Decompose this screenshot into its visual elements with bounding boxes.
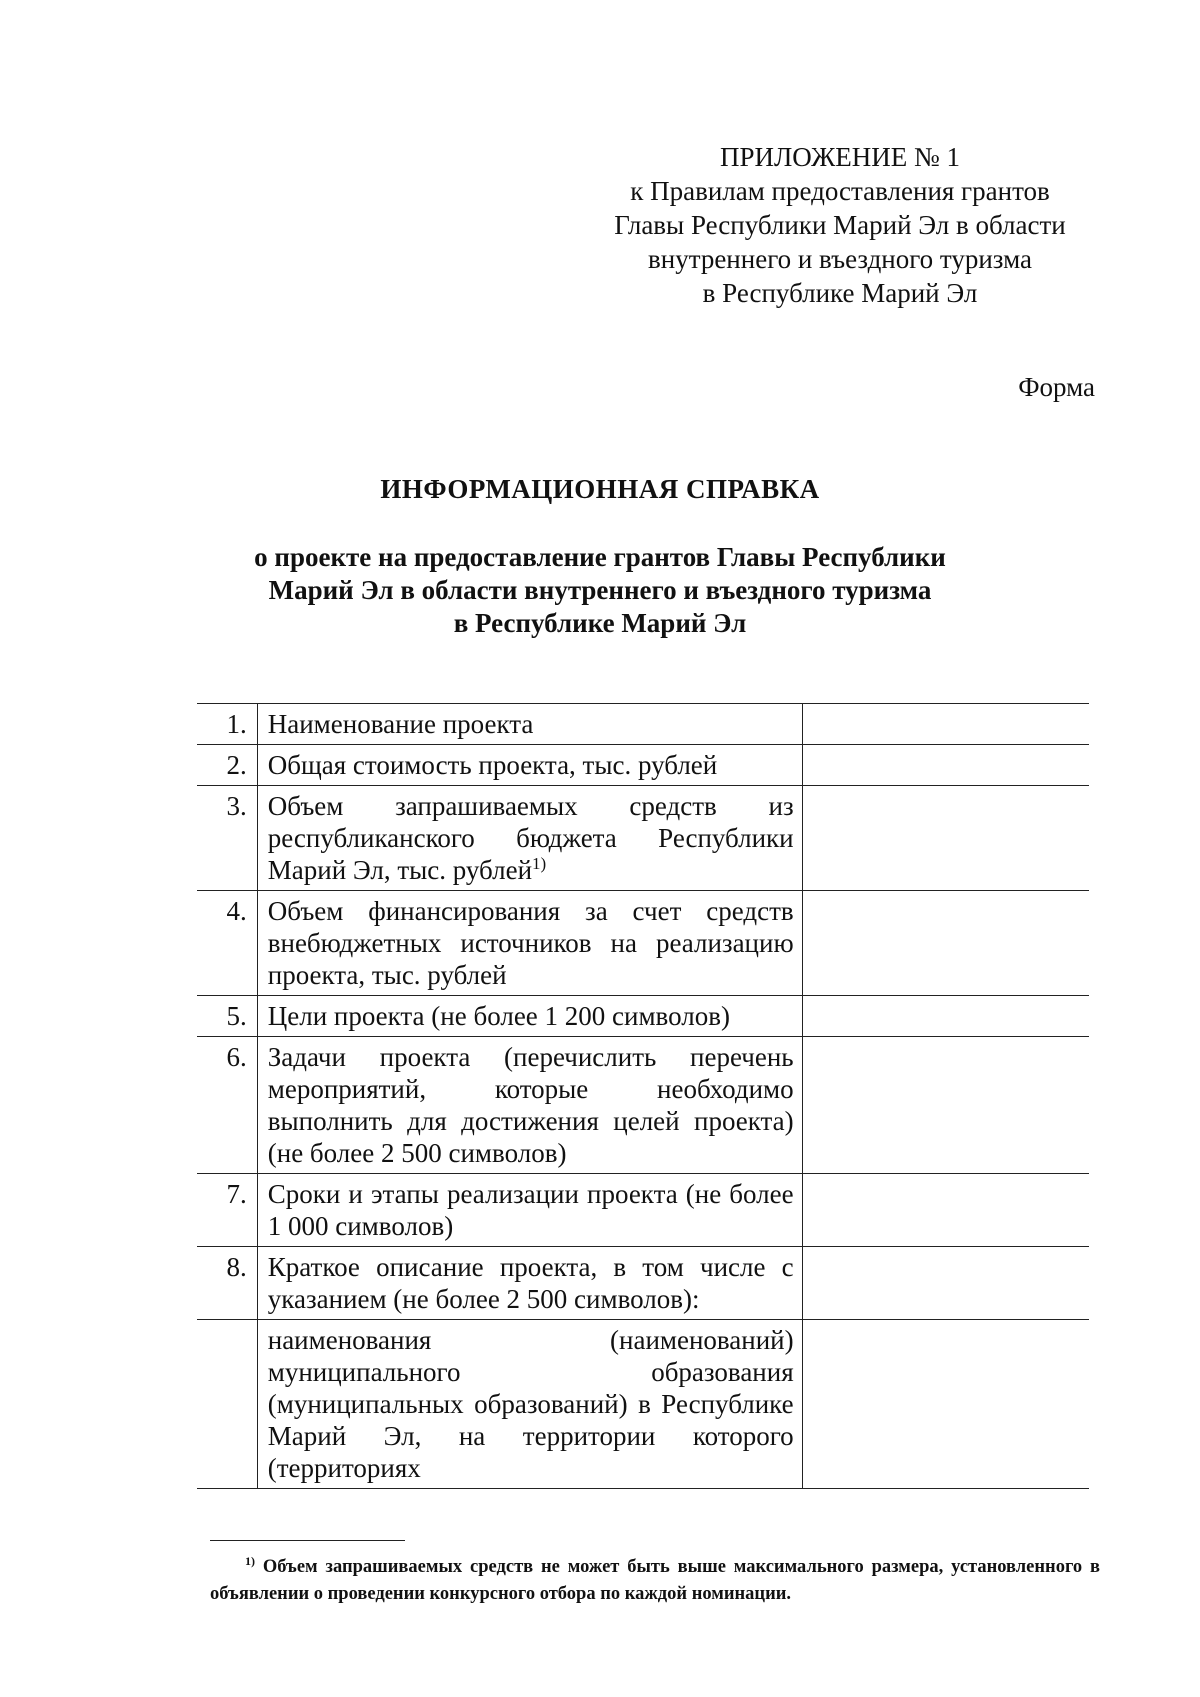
- row-label: [257, 1247, 802, 1320]
- table-row: [197, 1320, 1089, 1489]
- appendix-line: в Республике Марий Эл: [702, 278, 978, 308]
- table-row: [197, 1037, 1089, 1174]
- appendix-line: Главы Республики Марий Эл в области: [614, 210, 1066, 240]
- row-number: 4.: [197, 891, 257, 996]
- row-label-text: наименования (наименований) муниципального образования (муниципальных образований) в Республике Марий Эл, на территории которого (территориях: [267, 1325, 794, 1483]
- appendix-line: ПРИЛОЖЕНИЕ № 1: [719, 142, 961, 172]
- subtitle-line: Марий Эл в области внутреннего и въездного туризма: [268, 575, 932, 605]
- row-label: [257, 891, 802, 996]
- row-value-cell[interactable]: [802, 1174, 1089, 1247]
- table-row: [197, 891, 1089, 996]
- footnote-mark: 1): [532, 854, 547, 873]
- row-label: [257, 1174, 802, 1247]
- row-number: 5.: [197, 996, 257, 1037]
- row-value-cell[interactable]: [802, 996, 1089, 1037]
- row-label-text: Краткое описание проекта, в том числе с указанием (не более 2 500 символов):: [267, 1252, 794, 1314]
- row-label: [257, 1037, 802, 1174]
- row-number: [197, 1320, 257, 1489]
- row-number: 6.: [197, 1037, 257, 1174]
- row-value-cell[interactable]: [802, 1320, 1089, 1489]
- subtitle-line: о проекте на предоставление грантов Главы Республики: [254, 542, 946, 572]
- document-subtitle: [0, 541, 1200, 640]
- appendix-header: [580, 140, 1100, 310]
- row-number: 8.: [197, 1247, 257, 1320]
- appendix-line: внутреннего и въездного туризма: [648, 244, 1032, 274]
- table-row: [197, 704, 1089, 745]
- footnote-text: Объем запрашиваемых средств не может быть выше максимального размера, установленного в объявлении о проведении конкурсного отбора по каждой номинации.: [210, 1557, 1101, 1605]
- table-row: [197, 996, 1089, 1037]
- row-number: 1.: [197, 704, 257, 745]
- row-label-text: Объем финансирования за счет средств внебюджетных источников на реализацию проекта, тыс. рублей: [267, 896, 794, 990]
- row-value-cell[interactable]: [802, 745, 1089, 786]
- document-title: ИНФОРМАЦИОННАЯ СПРАВКА: [380, 474, 820, 504]
- subtitle-line: в Республике Марий Эл: [453, 608, 747, 638]
- row-label: [257, 996, 802, 1037]
- footnote: [210, 1548, 1100, 1608]
- row-label-text: Задачи проекта (перечислить перечень мероприятий, которые необходимо выполнить для достижения целей проекта) (не более 2 500 символов): [267, 1042, 794, 1168]
- footnote-mark: 1): [245, 1554, 255, 1568]
- row-label: [257, 704, 802, 745]
- row-value-cell[interactable]: [802, 704, 1089, 745]
- table-row: [197, 1174, 1089, 1247]
- form-label: Форма: [1018, 372, 1095, 402]
- row-label-text: Цели проекта (не более 1 200 символов): [267, 1001, 730, 1031]
- appendix-line: к Правилам предоставления грантов: [630, 176, 1050, 206]
- row-value-cell[interactable]: [802, 786, 1089, 891]
- row-value-cell[interactable]: [802, 891, 1089, 996]
- row-label: [257, 745, 802, 786]
- table-row: [197, 1247, 1089, 1320]
- footnote-divider: [210, 1540, 405, 1541]
- row-label-text: Объем запрашиваемых средств из республиканского бюджета Республики Марий Эл, тыс. рублей: [267, 791, 794, 885]
- table-row: [197, 745, 1089, 786]
- table-row: [197, 786, 1089, 891]
- row-number: 3.: [197, 786, 257, 891]
- row-number: 2.: [197, 745, 257, 786]
- row-value-cell[interactable]: [802, 1037, 1089, 1174]
- row-number: 7.: [197, 1174, 257, 1247]
- row-label-text: Наименование проекта: [267, 709, 534, 739]
- row-value-cell[interactable]: [802, 1247, 1089, 1320]
- row-label-text: Сроки и этапы реализации проекта (не более 1 000 символов): [267, 1179, 794, 1241]
- row-label: [257, 786, 802, 891]
- row-label-text: Общая стоимость проекта, тыс. рублей: [267, 750, 718, 780]
- row-label: [257, 1320, 802, 1489]
- info-table: [197, 703, 1089, 1489]
